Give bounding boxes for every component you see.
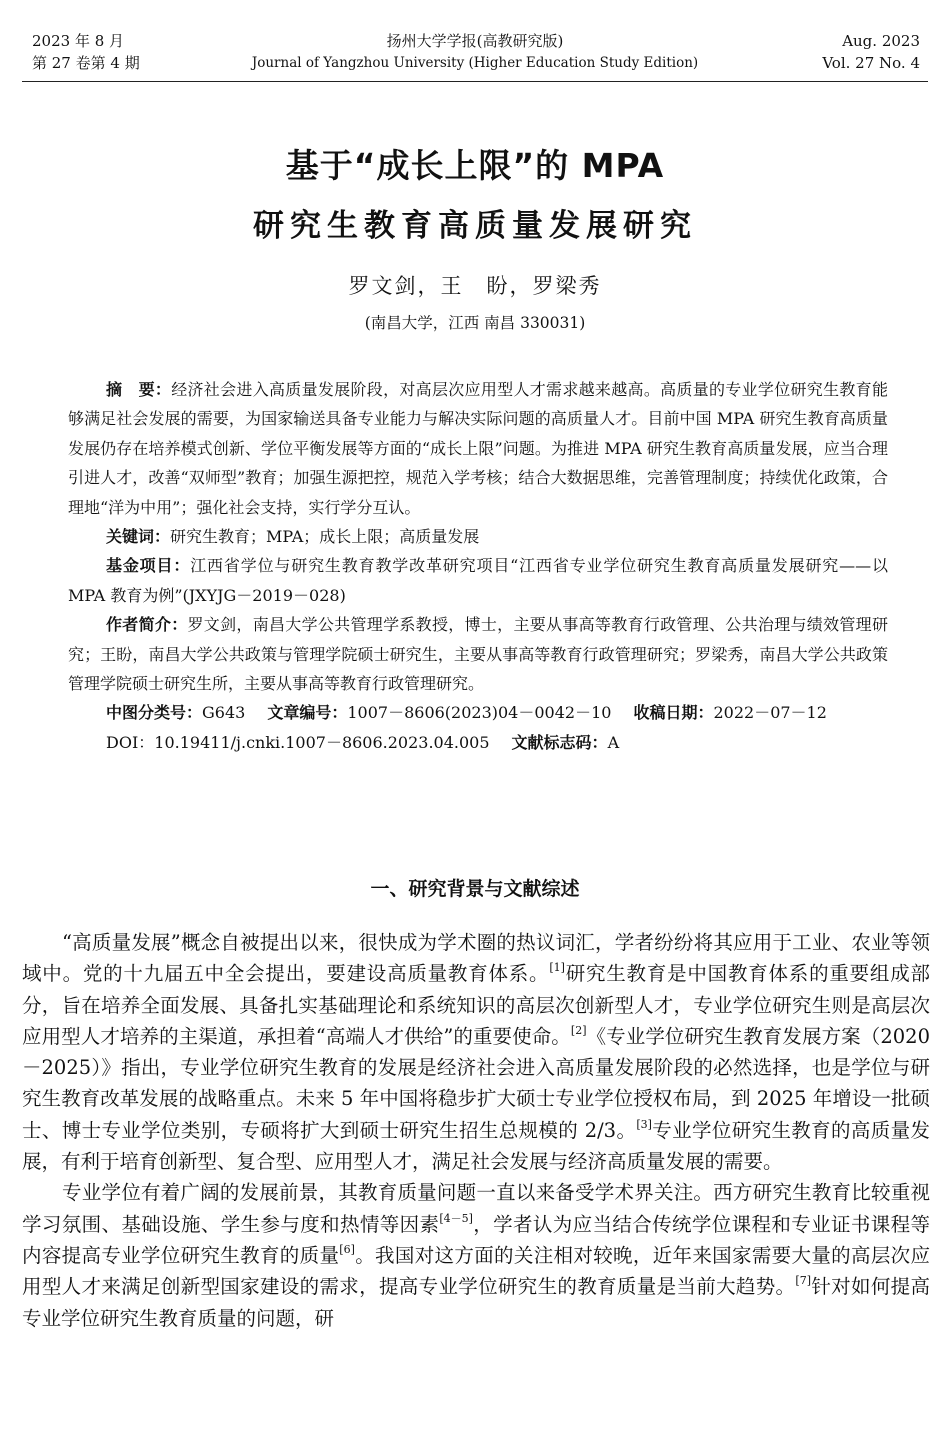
citation-7: [7] [795,1274,811,1288]
citation-4-5: [4－5] [439,1211,473,1225]
text-run: 《专业学位研究生教育发展方案（2020－2025）》指出，专业学位研究生教育的发展是经济社会进入高质量发展阶段的必然选择，也是学位与研究生教育改革发展的战略重点。未来 5 年中国将稳步扩大硕士专业学位授权布局，到 2025 年增设一批硕士、博士专业学位类别，专硕将扩大到硕士研究生招生总规模的 2/3。 [22,1024,930,1142]
doi-value: 10.19411/j.cnki.1007－8606.2023.04.005 [154,732,490,752]
author-bio [68,610,888,698]
document-code-label: 文献标志码： [511,732,608,752]
issue-date-en: Aug. 2023 [842,32,920,50]
bio-text: 罗文剑，南昌大学公共管理学系教授，博士，主要从事高等教育行政管理、公共治理与绩效管理研究；王盼，南昌大学公共政策与管理学院硕士研究生，主要从事高等教育行政管理研究；罗梁秀，南昌大学公共政策管理学院硕士研究生所，主要从事高等教育行政管理研究。 [68,615,888,694]
text-run: 专业学位有着广阔的发展前景，其教育质量问题一直以来备受学术界关注。西方研究生教育比较重视学习氛围、基础设施、学生参与度和热情等因素 [22,1181,930,1236]
journal-name-en: Journal of Yangzhou University (Higher Education Study Edition) [251,55,699,71]
body-paragraph [22,1177,930,1333]
text-run: 针对如何提高专业学位研究生教育质量的问题，研 [22,1275,930,1330]
text-run: 。我国对这方面的关注相对较晚，近年来国家需要大量的高层次应用型人才来满足创新型国家建设的需求，提高专业学位研究生的教育质量是当前大趋势。 [22,1243,930,1299]
clc-label: 中图分类号： [106,703,203,723]
document-code-value: A [607,732,620,752]
text-run: 研究生教育是中国教育体系的重要组成部分，旨在培养全面发展、具备扎实基础理论和系统知识的高层次创新型人才，专业学位研究生则是高层次应用型人才培养的主渠道，承担着“高端人才供给”的重要使命。 [22,962,930,1048]
clc-value: G643 [202,703,246,723]
citation-1: [1] [549,961,565,975]
title-line-2: 研究生教育高质量发展研究 [253,208,697,244]
issue-date-cn: 2023 年 8 月 [32,32,125,50]
citation-6: [6] [339,1242,355,1256]
text-run: 专业学位研究生教育的高质量发展，有利于培育创新型、复合型、应用型人才，满足社会发展与经济高质量发展的需要。 [22,1118,930,1174]
abstract-block [68,375,888,757]
article-number-label: 文章编号： [267,703,348,723]
header-right [822,30,920,74]
keywords-text: 研究生教育；MPA；成长上限；高质量发展 [170,527,480,547]
keywords-label: 关键词： [106,527,171,547]
received-date-label: 收稿日期： [633,703,714,723]
doi-label: DOI： [106,732,155,752]
article-number-value: 1007－8606(2023)04－0042－10 [347,703,612,723]
header-rule [22,81,928,82]
abstract [68,375,888,522]
doi-row [68,728,888,757]
body-paragraph [22,927,930,1177]
title-line-1: 基于“成长上限”的 MPA [285,146,665,185]
header-center [22,30,928,74]
affiliation: (南昌大学，江西 南昌 330031) [364,314,586,332]
citation-2: [2] [570,1023,587,1037]
fund-text: 江西省学位与研究生教育教学改革研究项目“江西省专业学位研究生教育高质量发展研究——以 MPA 教育为例”(JXYJG－2019－028) [68,556,888,605]
bio-label: 作者简介： [106,615,188,635]
abstract-label: 摘 要： [106,380,172,399]
body-text [22,927,930,1334]
journal-name-cn: 扬州大学学报(高教研究版) [386,32,564,50]
text-run: “高质量发展”概念自被提出以来，很快成为学术圈的热议词汇，学者纷纷将其应用于工业、农业等领域中。党的十九届五中全会提出，要建设高质量教育体系。 [22,931,930,986]
issue-volume-cn: 第 27 卷第 4 期 [32,54,140,72]
issue-volume-en: Vol. 27 No. 4 [822,54,920,72]
section-heading: 一、研究背景与文献综述 [370,878,580,900]
abstract-text: 经济社会进入高质量发展阶段，对高层次应用型人才需求越来越高。高质量的专业学位研究生教育能够满足社会发展的需要，为国家输送具备专业能力与解决实际问题的高质量人才。目前中国 MPA 研究生教育高质量发展仍存在培养模式创新、学位平衡发展等方面的“成长上限”问题。为推进 MPA 研究生教育高质量发展，应当合理引进人才，改善“双师型”教育；加强生源把控，规范入学考核；结合大数据思维，完善管理制度；持续优化政策，合理地“洋为中用”；强化社会支持，实行学分互认。 [68,380,888,517]
fund [68,551,888,610]
classification-row [68,698,888,727]
received-date-value: 2022－07－12 [713,703,827,723]
citation-3: [3] [636,1117,652,1131]
fund-label: 基金项目： [106,556,191,576]
running-header [22,30,928,78]
authors: 罗文剑，王 盼，罗梁秀 [348,274,602,298]
keywords [68,522,888,551]
text-run: ，学者认为应当结合传统学位课程和专业证书课程等内容提高专业学位研究生教育的质量 [22,1212,930,1267]
